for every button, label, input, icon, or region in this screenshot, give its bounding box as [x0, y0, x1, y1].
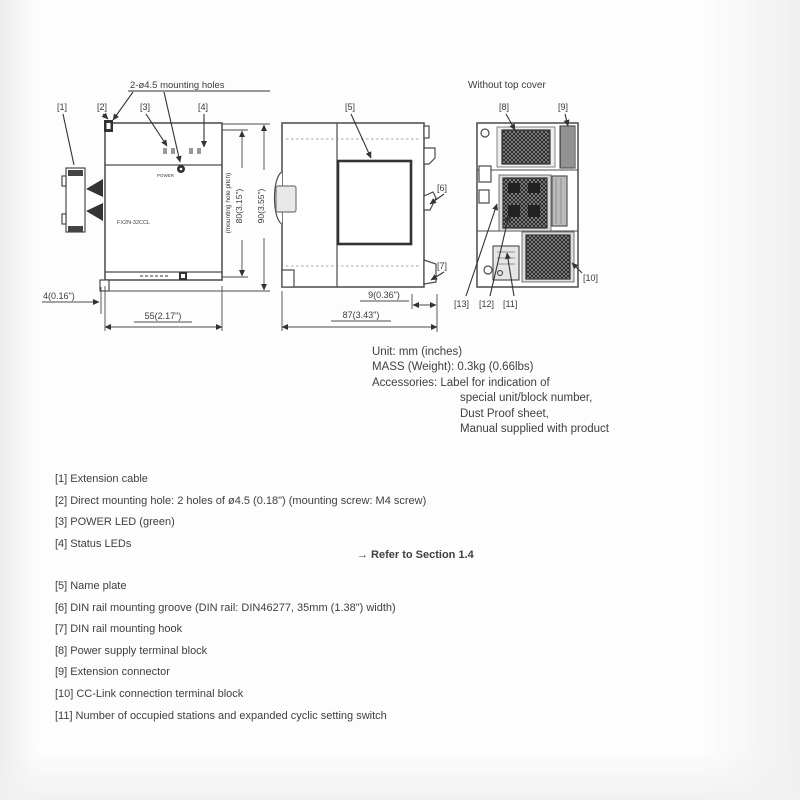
without-top-cover-label: Without top cover [468, 80, 546, 91]
callout-6: [6] [437, 183, 448, 193]
callout-8: [8] [499, 102, 510, 112]
din-claw-upper [424, 148, 435, 164]
dimension-drawing [0, 0, 800, 345]
legend-item-5: [5] Name plate [55, 580, 127, 592]
scan-edge-bottom [0, 750, 800, 800]
power-led-label: POWER [157, 173, 175, 178]
cable-boot-lower [86, 203, 103, 221]
callout-13: [13] [454, 299, 470, 309]
callout-7: [7] [437, 261, 448, 271]
right-rail-part [552, 176, 567, 226]
model-label: FX2N-32CCL [117, 220, 151, 226]
callout-4: [4] [198, 102, 209, 112]
callout-2: [2] [97, 102, 108, 112]
dim-pitch-label: 80(3.15") [234, 188, 244, 224]
refer-note: → Refer to Section 1.4 [357, 549, 474, 561]
accessories-cont-1: special unit/block number, [460, 392, 593, 405]
legend-item-1: [1] Extension cable [55, 473, 148, 485]
din-hook [424, 260, 436, 284]
open-view [477, 123, 578, 287]
legend-item-3: [3] POWER LED (green) [55, 516, 175, 529]
legend-item-10: [10] CC-Link connection terminal block [55, 687, 244, 700]
legend-item-7: [7] DIN rail mounting hook [55, 623, 183, 636]
dim-width-label: 55(2.17") [144, 311, 182, 321]
dim-hook-label: 4(0.16") [43, 291, 75, 301]
cable-boot-upper [86, 179, 103, 197]
specs-block [372, 345, 609, 437]
extension-cable-connector [66, 168, 85, 232]
side-view [275, 123, 437, 287]
legend-item-4: [4] Status LEDs [55, 537, 132, 550]
legend-item-6: [6] DIN rail mounting groove (DIN rail: DIN46277, 35mm (1.38") width) [55, 601, 396, 614]
mounting-holes-label: 2-ø4.5 mounting holes [130, 80, 225, 91]
accessories-note: Accessories: Label for indication of [372, 376, 550, 389]
name-plate [338, 161, 411, 244]
accessories-cont-2: Dust Proof sheet, [460, 407, 549, 420]
dim-depth-label: 87(3.43") [342, 310, 380, 320]
callout-5: [5] [345, 102, 356, 112]
dim-pitch-note: (mounting hole pitch) [225, 172, 232, 234]
front-view [62, 120, 222, 291]
station-setting-switch [493, 246, 519, 280]
legend-list-top [55, 469, 429, 555]
legend-item-9: [9] Extension connector [55, 666, 170, 679]
legend-item-2: [2] Direct mounting hole: 2 holes of ø4.5 (0.18") (mounting screw: M4 screw) [55, 494, 427, 507]
callout-11: [11] [503, 299, 518, 309]
legend-item-8: [8] Power supply terminal block [55, 644, 208, 657]
dim-rail-label: 9(0.36") [368, 290, 400, 300]
callout-10: [10] [583, 273, 599, 283]
accessories-cont-3: Manual supplied with product [460, 423, 609, 436]
unit-note: Unit: mm (inches) [372, 346, 463, 358]
mass-note: MASS (Weight): 0.3kg (0.66lbs) [372, 361, 534, 374]
side-left-tab [276, 186, 296, 212]
callout-1: [1] [57, 102, 68, 112]
legend-list-bottom [55, 576, 399, 727]
callout-3: [3] [140, 102, 151, 112]
callout-12: [12] [479, 299, 495, 309]
callout-9: [9] [558, 102, 569, 112]
legend-item-11: [11] Number of occupied stations and expanded cyclic setting switch [55, 709, 387, 722]
dim-height-label: 90(3.55") [256, 188, 266, 224]
extension-connector-part [560, 126, 575, 168]
